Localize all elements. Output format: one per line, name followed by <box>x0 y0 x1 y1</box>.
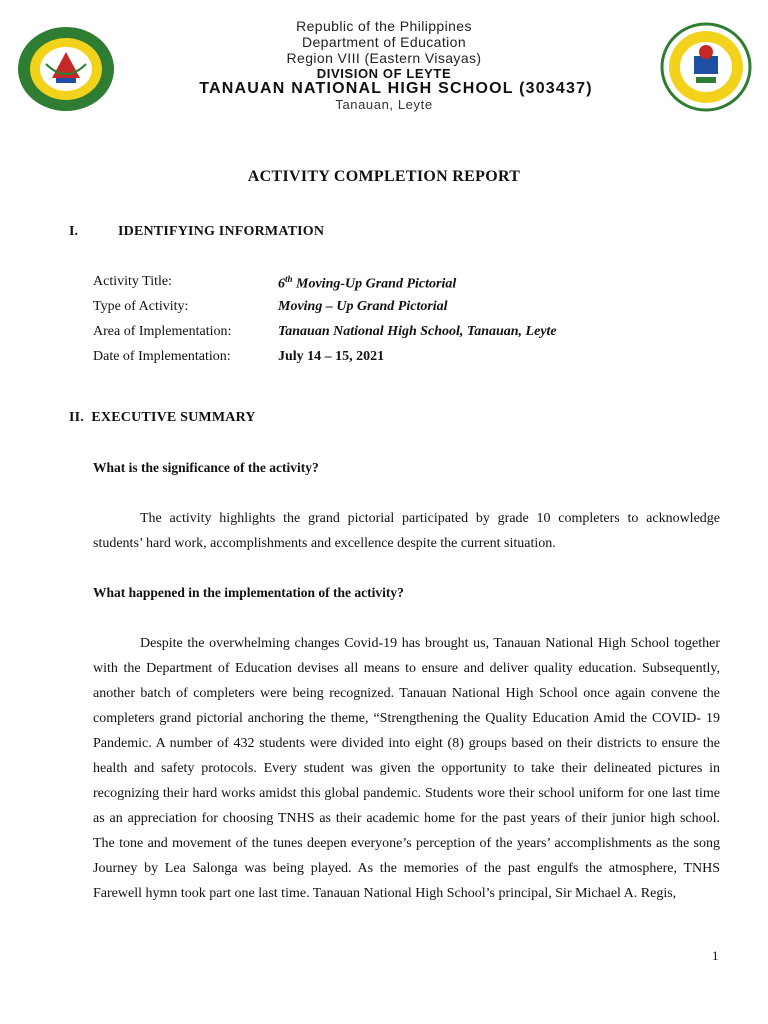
section-2-heading: II. EXECUTIVE SUMMARY <box>69 410 256 425</box>
area-of-implementation-label: Area of Implementation: <box>93 324 232 339</box>
paragraph-implementation <box>93 631 720 906</box>
paragraph-implementation-text: Despite the overwhelming changes Covid-19 has brought us, Tanauan National High School together with the Department of Education devises all means to ensure and deliver quality education. Subsequently, another batch of completers were being recognized. Tanauan National High School once again convene the completers grand pictorial anchoring the theme, “Strengthening the Quality Education Amid the COVID- 19 Pandemic. A number of 432 students were divided into eight (8) groups based on their districts to ensure the health and safety protocols. Every student was given the opportunity to take their delineated pictures in recognizing their hard works amidst this global pandemic. Students wore their school uniform for one last time as an appreciation for choosing TNHS as their academic home for the past years of their junior high school. The tone and movement of the tunes deepen everyone’s perception of the years’ accomplishments as the song Journey by Lea Salonga was being played. As the memories of the past engulfs the atmosphere, TNHS Farewell hymn took part one last time. Tanauan National High School’s principal, Sir Michael A. Regis, <box>93 636 720 901</box>
section-1-heading: IDENTIFYING INFORMATION <box>118 224 325 239</box>
page-number: 1 <box>712 948 719 963</box>
header-department: Department of Education <box>301 34 467 50</box>
area-of-implementation-value: Tanauan National High School, Tanauan, Leyte <box>278 324 557 339</box>
question-implementation: What happened in the implementation of the activity? <box>93 585 404 600</box>
header-town: Tanauan, Leyte <box>335 97 433 112</box>
section-1-number: I. <box>69 224 78 239</box>
paragraph-significance-text: The activity highlights the grand pictorial participated by grade 10 completers to acknowledge students’ hard work, accomplishments and excellence despite the current situation. <box>93 511 720 551</box>
header-division: DIVISION OF LEYTE <box>316 66 452 81</box>
header-republic: Republic of the Philippines <box>296 18 472 34</box>
paragraph-significance <box>93 506 720 556</box>
header-region: Region VIII (Eastern Visayas) <box>286 50 482 66</box>
activity-title-value: 6th Moving-Up Grand Pictorial <box>278 274 457 292</box>
activity-title-label: Activity Title: <box>93 274 172 289</box>
type-of-activity-value: Moving – Up Grand Pictorial <box>278 299 448 314</box>
date-of-implementation-value: July 14 – 15, 2021 <box>278 349 385 364</box>
question-significance: What is the significance of the activity? <box>93 460 319 475</box>
report-title: ACTIVITY COMPLETION REPORT <box>247 168 521 185</box>
date-of-implementation-label: Date of Implementation: <box>93 349 231 364</box>
type-of-activity-label: Type of Activity: <box>93 299 189 314</box>
header-school-name: TANAUAN NATIONAL HIGH SCHOOL (303437) <box>199 80 593 97</box>
